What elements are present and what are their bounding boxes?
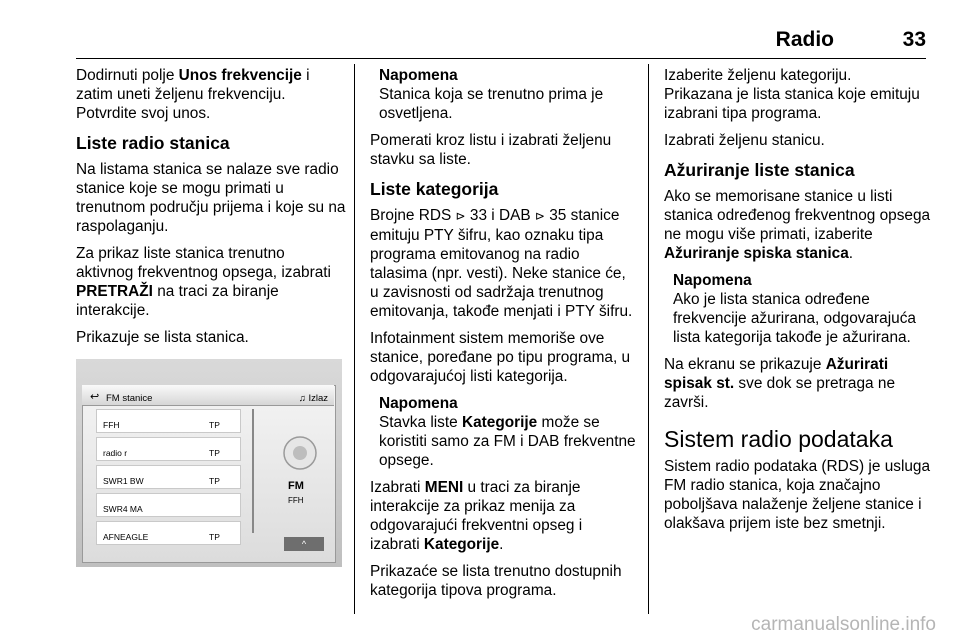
watermark: carmanualsonline.info <box>751 614 936 635</box>
note-current-station: Napomena Stanica koja se trenutno prima je osvetljena. <box>379 67 604 122</box>
paragraph-menu: Izabrati MENI u traci za biranje interakcije za prikaz menija za odgovarajući frekventni opseg i izabrati Kategorije. <box>370 479 583 553</box>
station-row[interactable]: radio r TP <box>96 437 241 461</box>
paragraph-available-categories: Prikazaće se lista trenutno dostupnih kategorija tipova programa. <box>370 563 622 599</box>
paragraph-scroll: Pomerati kroz listu i izabrati željenu stavku sa liste. <box>370 132 612 168</box>
column-divider-1 <box>354 64 355 614</box>
note-categories: Napomena Stavka liste Kategorije može se koristiti samo za FM i DAB frekventne opsege. <box>379 395 636 469</box>
music-note-icon: ♫ <box>298 393 306 404</box>
station-row[interactable]: FFH TP <box>96 409 241 433</box>
station-row[interactable]: AFNEAGLE TP <box>96 521 241 545</box>
paragraph-frequency-entry: Dodirnuti polje Unos frekvencije i zatim uneti željenu frekvenciju. Potvrdite svoj unos. <box>76 67 310 122</box>
chevron-up-icon[interactable]: ^ <box>284 537 324 551</box>
page-header <box>76 28 926 52</box>
screen-title: FM stanice <box>106 393 153 404</box>
current-station: FFH <box>288 496 304 505</box>
heading-station-lists: Liste radio stanica <box>76 133 230 153</box>
reference-arrow-icon: ⊳ <box>455 209 466 223</box>
column-3 <box>664 66 936 541</box>
exit-button[interactable]: ♫ Izlaz <box>298 393 328 404</box>
heading-update-list: Ažuriranje liste stanica <box>664 160 855 180</box>
heading-rds: Sistem radio podataka <box>664 426 893 452</box>
paragraph-update: Ako se memorisane stanice u listi stanica određenog frekventnog opsega ne mogu više primati, izaberite Ažuriranje spiska stanica. <box>664 188 931 262</box>
note-update: Napomena Ako je lista stanica određene frekvencije ažurirana, odgovarajuća lista kategorija takođe je ažurirana. <box>673 272 916 346</box>
paragraph-rds: Sistem radio podataka (RDS) je usluga FM radio stanica, koja značajno poboljšava nalaženje željene stanice i olakšava prijem iste bez smetnji. <box>664 458 931 532</box>
heading-category-lists: Liste kategorija <box>370 179 499 199</box>
paragraph-rds-pty: Brojne RDS ⊳ 33 i DAB ⊳ 35 stanice emituju PTY šifru, kao oznaku tipa programa emitovanog na radio talasima (npr. vesti). Neke stanice će, u zavisnosti od sadržaja trenutnog emitovanja, takođe menjati i PTY šifru. <box>370 207 633 320</box>
station-row[interactable]: SWR1 BW TP <box>96 465 241 489</box>
paragraph-display-list: Za prikaz liste stanica trenutno aktivnog frekventnog opsega, izabrati PRETRAŽI na traci za biranje interakcije. <box>76 245 331 319</box>
page-number: 33 <box>902 28 926 51</box>
reference-arrow-icon: ⊳ <box>534 209 545 223</box>
column-1 <box>76 66 346 573</box>
section-title: Radio <box>775 28 834 51</box>
screen-title-bar <box>82 385 334 406</box>
paragraph-select-station: Izabrati željenu stanicu. <box>664 132 825 149</box>
paragraph-infotainment: Infotainment sistem memoriše ove stanice, poređane po tipu programa, u odgovarajućoj listi kategorija. <box>370 330 631 385</box>
tuning-knob-icon <box>282 435 318 471</box>
back-icon[interactable]: ↩ <box>90 391 100 403</box>
station-list <box>96 409 241 549</box>
paragraph-list-shown: Prikazuje se lista stanica. <box>76 329 249 346</box>
column-divider-2 <box>648 64 649 614</box>
station-row[interactable]: SWR4 MA <box>96 493 241 517</box>
header-rule <box>76 58 926 59</box>
paragraph-select-category: Izaberite željenu kategoriju. <box>664 67 852 84</box>
paragraph-station-lists: Na listama stanica se nalaze sve radio stanice koje se mogu primati u trenutnom području prijema i koje su na raspolaganju. <box>76 161 346 235</box>
band-label: FM <box>288 480 304 492</box>
column-2 <box>370 66 636 608</box>
paragraph-list-of-stations: Prikazana je lista stanica koje emituju izabrani tipa programa. <box>664 86 920 122</box>
paragraph-screen-message: Na ekranu se prikazuje Ažurirati spisak st. sve dok se pretraga ne završi. <box>664 356 895 411</box>
scrollbar[interactable] <box>252 409 254 533</box>
fm-station-list-screenshot <box>76 359 342 567</box>
